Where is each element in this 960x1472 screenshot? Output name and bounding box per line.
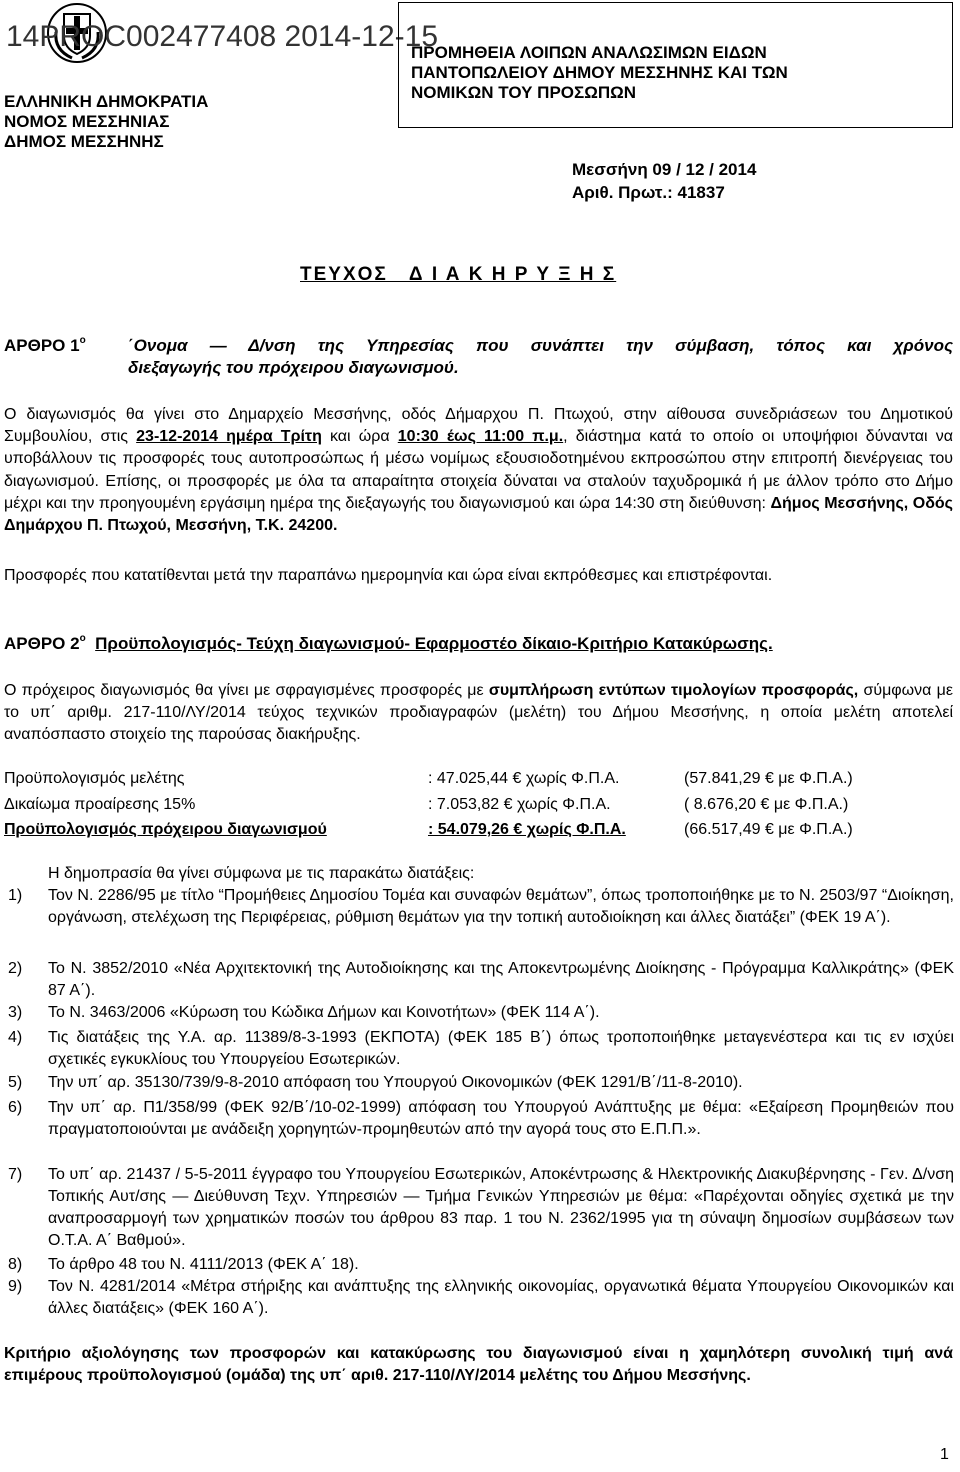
article-1-heading: ΄Ονομα — Δ/νση της Υπηρεσίας που συνάπτει την σύμβαση, τόπος και χρόνος	[128, 336, 953, 355]
award-criterion: Κριτήριο αξιολόγησης των προσφορών και κατακύρωσης του διαγωνισμού είναι η χαμηλότερη συνολική τιμή ανά επιμέρους προϋπολογισμού (ομάδα) της υπ΄ αριθ. 217-110/ΛΥ/2014 μελέτης του Δήμου Μεσσήνης.	[4, 1345, 953, 1384]
provision-text: Το Ν. 3463/2006 «Κύρωση του Κώδικα Δήμων και Κοινοτήτων» (ΦΕΚ 114 Α΄).	[48, 1004, 600, 1021]
subject-line: ΠΑΝΤΟΠΩΛΕΙΟΥ ΔΗΜΟΥ ΜΕΣΣΗΝΗΣ ΚΑΙ ΤΩΝ	[411, 63, 788, 82]
session-time: 10:30 έως 11:00 π.μ.	[397, 428, 564, 446]
issuer-line: ΔΗΜΟΣ ΜΕΣΣΗΝΗΣ	[4, 132, 164, 151]
budget-label: Προϋπολογισμός μελέτης	[4, 770, 185, 787]
article-1-late-offers: Προσφορές που κατατίθενται μετά την παραπάνω ημερομηνία και ώρα είναι εκπρόθεσμες και επιστρέφονται.	[4, 567, 773, 584]
document-title: ΤΕΥΧΟΣ Δ Ι Α Κ Η Ρ Υ Ξ Η Σ	[300, 264, 617, 285]
article-2-paragraph: Ο πρόχειρος διαγωνισμός θα γίνει με σφραγισμένες προσφορές με συμπλήρωση εντύπων τιμολογίων προσφοράς, σύμφωνα με το υπ΄ αριθμ. 217-110/ΛΥ/2014 τεύχος τεχνικών προδιαγραφών (μελέτη) του Δήμου Μεσσήνης, η οποία μελέτη αποτελεί αναπόσπαστο στοιχείο της παρούσας διακήρυξης.	[4, 682, 953, 744]
provision-number: 1)	[8, 887, 23, 904]
provisions-intro: Η δημοπρασία θα γίνει σύμφωνα με τις παρακάτω διατάξεις:	[48, 865, 475, 882]
protocol-number: Αριθ. Πρωτ.: 41837	[572, 183, 725, 202]
article-1-paragraph: Ο διαγωνισμός θα γίνει στο Δημαρχείο Μεσσήνης, οδός Δήμαρχου Π. Πτωχού, στην αίθουσα συνεδριάσεων του Δημοτικού Συμβουλίου, στις 23-12-2014 ημέρα Τρίτη και ώρα 10:30 έως 11:00 π.μ., διάστημα κατά το οποίο οι υποψήφιοι δύνανται να υποβάλλουν τις προσφορές τους αυτοπροσώπως ή μέσω νομίμως εξουσιοδοτημένου εκπροσώπου στην επιτροπή διενέργειας του διαγωνισμού. Επίσης, οι προσφορές με όλα τα απαραίτητα στοιχεία δύναται να σταλούν ταχυδρομικά ή με άλλον τρόπο στο Δήμο μέχρι και την προηγουμένη εργάσιμη ημέρα της διεξαγωγής του διαγωνισμού και ώρα 14:30 στη διεύθυνση: Δήμος Μεσσήνης, Οδός Δημάρχου Π. Πτωχού, Μεσσήνη, Τ.Κ. 24200.	[4, 406, 954, 535]
provision-number: 4)	[8, 1029, 23, 1046]
budget-vat: (57.841,29 € με Φ.Π.Α.)	[684, 770, 853, 787]
budget-vat: (66.517,49 € με Φ.Π.Α.)	[684, 821, 853, 838]
provision-number: 9)	[8, 1278, 23, 1295]
provision-text: Τον Ν. 4281/2014 «Μέτρα στήριξης και ανάπτυξης της ελληνικής οικονομίας, οργανωτικά θέματα Υπουργείου Οικονομικών και άλλες διατάξεις» (ΦΕΚ 160 Α΄).	[48, 1278, 954, 1317]
budget-label: Προϋπολογισμός πρόχειρου διαγωνισμού	[4, 821, 327, 838]
provision-number: 7)	[8, 1166, 23, 1183]
budget-label: Δικαίωμα προαίρεσης 15%	[4, 796, 196, 813]
issuer-line: ΕΛΛΗΝΙΚΗ ΔΗΜΟΚΡΑΤΙΑ	[4, 92, 209, 111]
session-date: 23-12-2014 ημέρα Τρίτη	[136, 428, 322, 446]
article-2-heading: ΑΡΘΡΟ $2^o$ Προϋπολογισμός- Τεύχη διαγωνισμού- Εφαρμοστέο δίκαιο-Κριτήριο Κατακύρωσης.	[4, 633, 773, 653]
provision-number: 2)	[8, 960, 23, 977]
provision-number: 3)	[8, 1004, 23, 1021]
budget-value: : 54.079,26 € χωρίς Φ.Π.Α.	[428, 821, 626, 838]
provision-text: Το υπ΄ αρ. 21437 / 5-5-2011 έγγραφο του Υπουργείου Εσωτερικών, Αποκέντρωσης & Ηλεκτρονικής Διακυβέρνησης - Γεν. Δ/νση Τοπικής Αυτ/σης — Διεύθυνση Τεχν. Υπηρεσιών — Τμήμα Γενικών Υπηρεσιών με θέμα: «Παρέχονται οδηγίες σχετικά με την αναπροσαρμογή των χρηματικών ποσών του άρθρου 83 παρ. 1 του Ν. 2362/1995 για τη σύναψη δημοσίων συμβάσεων των Ο.Τ.Α. Α΄ Βαθμού».	[48, 1166, 954, 1249]
subject-box	[398, 2, 953, 128]
provision-number: 6)	[8, 1099, 23, 1116]
subject-line: ΝΟΜΙΚΩΝ ΤΟΥ ΠΡΟΣΩΠΩΝ	[411, 83, 637, 102]
budget-value: : 47.025,44 € χωρίς Φ.Π.Α.	[428, 770, 620, 787]
issuer-block	[4, 92, 208, 152]
address: Δήμος Μεσσήνης, Οδός Δημάρχου Π. Πτωχού, Μεσσήνη, Τ.Κ. 24200.	[4, 494, 954, 535]
article-1-label: ΑΡΘΡΟ $1^o$	[4, 335, 86, 355]
page-number: 1	[940, 1446, 949, 1463]
provision-number: 8)	[8, 1256, 23, 1273]
place-date: Μεσσήνη 09 / 12 / 2014	[572, 160, 757, 179]
budget-row	[4, 794, 954, 816]
budget-row	[4, 768, 954, 790]
provision-text: Την υπ΄ αρ. Π1/358/99 (ΦΕΚ 92/Β΄/10-02-1999) απόφαση του Υπουργού Ανάπτυξης με θέμα: «Εξαίρεση Προμηθειών που πραγματοποιούνται με ανάδειξη χορηγητών-προμηθευτών από την αγορά τους στο Ε.Π.Π.».	[48, 1099, 954, 1138]
issuer-line: ΝΟΜΟΣ ΜΕΣΣΗΝΙΑΣ	[4, 112, 170, 131]
provision-text: Την υπ΄ αρ. 35130/739/9-8-2010 απόφαση του Υπουργού Οικονομικών (ΦΕΚ 1291/Β΄/11-8-2010).	[48, 1074, 743, 1091]
budget-vat: ( 8.676,20 € με Φ.Π.Α.)	[684, 796, 849, 813]
budget-row	[4, 819, 954, 841]
budget-value: : 7.053,82 € χωρίς Φ.Π.Α.	[428, 796, 611, 813]
provision-text: Τις διατάξεις της Υ.Α. αρ. 11389/8-3-1993 (ΕΚΠΟΤΑ) (ΦΕΚ 185 Β΄) όπως τροποποιήθηκε μεταγενέστερα και τις εν ισχύει σχετικές εγκυκλίους του Υπουργείου Εσωτερικών.	[48, 1029, 954, 1068]
article-1-heading-cont: διεξαγωγής του πρόχειρου διαγωνισμού.	[128, 358, 459, 377]
provision-number: 5)	[8, 1074, 23, 1091]
provision-text: Το Ν. 3852/2010 «Νέα Αρχιτεκτονική της Αυτοδιοίκησης και της Αποκεντρωμένης Διοίκησης - Πρόγραμμα Καλλικράτης» (ΦΕΚ 87 Α΄).	[48, 960, 954, 999]
provision-text: Το άρθρο 48 του Ν. 4111/2013 (ΦΕΚ Α΄ 18).	[48, 1256, 359, 1273]
subject-line: ΠΡΟΜΗΘΕΙΑ ΛΟΙΠΩΝ ΑΝΑΛΩΣΙΜΩΝ ΕΙΔΩΝ	[411, 43, 767, 62]
provision-text: Τον Ν. 2286/95 με τίτλο “Προμήθειες Δημοσίου Τομέα και συναφών θεμάτων”, όπως τροποποιήθηκε με το Ν. 2503/97 “Διοίκηση, οργάνωση, στελέχωση της Περιφέρειας, ρύθμιση θεμάτων για την τοπική αυτοδιοίκηση και άλλες διατάξει” (ΦΕΚ 19 Α΄).	[48, 887, 954, 926]
document-code: 14PROC002477408 2014-12-15	[6, 20, 438, 53]
